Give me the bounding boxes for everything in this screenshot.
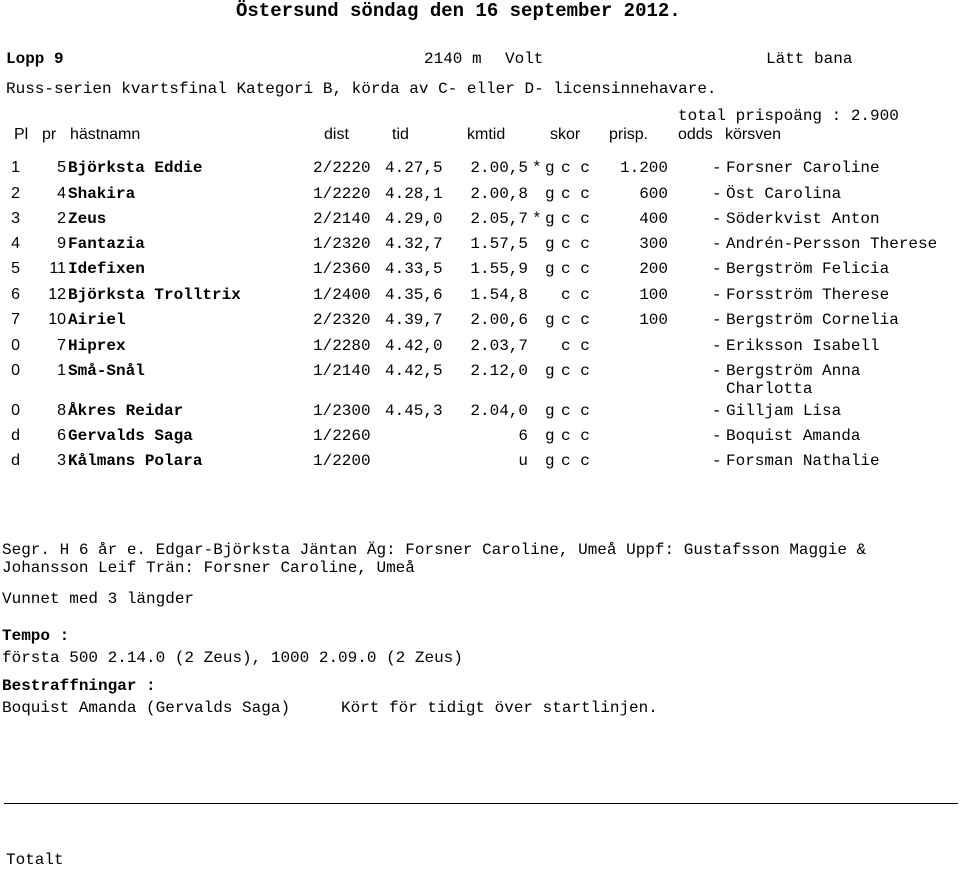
cell-horse-name: Björksta Trolltrix [68, 286, 241, 304]
table-row [0, 210, 960, 234]
cell-horse-name: Små-Snål [68, 362, 145, 380]
col-header-pr: pr [42, 126, 57, 143]
race-description: Russ-serien kvartsfinal Kategori B, körda av C- eller D- licensinnehavare. [6, 80, 717, 98]
table-row [0, 260, 960, 284]
cell-dist: 2/2220 [313, 159, 371, 177]
cell-tid: 4.33,5 [385, 260, 443, 278]
cell-dash: - [712, 402, 722, 420]
cell-dash: - [712, 210, 722, 228]
table-row [0, 185, 960, 209]
cell-horse-name: Kålmans Polara [68, 452, 203, 470]
cell-pl: 6 [11, 286, 20, 303]
col-header-driver: körsven [725, 126, 782, 143]
cell-pl: 3 [11, 210, 20, 227]
cell-kmtid: 6 [518, 427, 528, 445]
table-row [0, 427, 960, 451]
cell-shoes: c c [561, 286, 590, 304]
cell-pl: 0 [11, 362, 20, 379]
cell-horse-name: Gervalds Saga [68, 427, 193, 445]
cell-kmtid: 2.03,7 [470, 337, 528, 355]
col-header-skor: skor [550, 126, 581, 143]
cell-shoes: c c [561, 210, 590, 228]
cell-pr: 8 [57, 402, 66, 419]
cell-pl: 5 [11, 260, 20, 277]
cell-prize: 400 [639, 210, 668, 228]
cell-gait: g [545, 311, 555, 329]
cell-kmtid: 2.04,0 [470, 402, 528, 420]
cell-dist: 1/2300 [313, 402, 371, 420]
table-row [0, 362, 960, 398]
table-row [0, 337, 960, 361]
cell-pr: 12 [48, 286, 66, 303]
cell-horse-name: Idefixen [68, 260, 145, 278]
cell-dash: - [712, 260, 722, 278]
cell-kmtid: 2.00,6 [470, 311, 528, 329]
cell-gait: g [545, 235, 555, 253]
cell-pr: 11 [49, 260, 66, 277]
cell-kmtid: u [518, 452, 528, 470]
cell-gait: g [545, 185, 555, 203]
cell-dash: - [712, 235, 722, 253]
table-row [0, 402, 960, 426]
cell-shoes: c c [561, 452, 590, 470]
cell-dist: 1/2360 [313, 260, 371, 278]
table-row [0, 235, 960, 259]
cell-driver: Forsman Nathalie [726, 452, 880, 470]
cell-driver: Bergström Cornelia [726, 311, 899, 329]
total-prize-points: total prispoäng : 2.900 [678, 107, 899, 125]
cell-pr: 2 [57, 210, 66, 227]
divider-line [4, 803, 958, 804]
tempo-text: första 500 2.14.0 (2 Zeus), 1000 2.09.0 (2 Zeus) [2, 649, 463, 667]
cell-mark: * [532, 159, 542, 177]
cell-pl: 0 [11, 402, 20, 419]
cell-driver: Forsström Therese [726, 286, 890, 304]
cell-pr: 7 [57, 337, 66, 354]
cell-driver: Andrén-Persson Therese [726, 235, 938, 253]
winner-info-line1: Segr. H 6 år e. Edgar-Björksta Jäntan Äg: Forsner Caroline, Umeå Uppf: Gustafsson Maggie & [2, 541, 867, 559]
race-start-type: Volt [505, 50, 544, 68]
penalty-driver: Boquist Amanda (Gervalds Saga) [2, 699, 291, 717]
cell-horse-name: Fantazia [68, 235, 145, 253]
winner-info-line2: Johansson Leif Trän: Forsner Caroline, Umeå [2, 559, 415, 577]
cell-kmtid: 1.54,8 [470, 286, 528, 304]
cell-driver: Forsner Caroline [726, 159, 880, 177]
cell-kmtid: 2.00,5 [470, 159, 528, 177]
cell-dist: 2/2140 [313, 210, 371, 228]
col-header-dist: dist [324, 126, 349, 143]
cell-gait: g [545, 260, 555, 278]
col-header-horse: hästnamn [70, 126, 141, 143]
cell-driver: Bergström Anna [726, 362, 861, 380]
table-row [0, 452, 960, 476]
cell-mark: * [532, 210, 542, 228]
cell-driver: Gilljam Lisa [726, 402, 842, 420]
cell-gait: g [545, 402, 555, 420]
cell-dash: - [712, 286, 722, 304]
cell-shoes: c c [561, 427, 590, 445]
cell-pl: 4 [11, 235, 20, 252]
table-row [0, 159, 960, 183]
cell-dist: 1/2400 [313, 286, 371, 304]
cell-prize: 100 [639, 286, 668, 304]
cell-tid: 4.29,0 [385, 210, 443, 228]
race-number: Lopp 9 [6, 50, 64, 68]
cell-pr: 5 [57, 159, 66, 176]
cell-pl: 2 [11, 185, 20, 202]
cell-gait: g [545, 210, 555, 228]
col-header-kmtid: kmtid [467, 126, 506, 143]
cell-shoes: c c [561, 311, 590, 329]
col-header-pl: Pl [14, 126, 29, 143]
cell-pr: 9 [57, 235, 66, 252]
cell-shoes: c c [561, 235, 590, 253]
tempo-label: Tempo : [2, 627, 70, 645]
cell-dist: 1/2260 [313, 427, 371, 445]
cell-dist: 1/2200 [313, 452, 371, 470]
cell-dist: 1/2140 [313, 362, 371, 380]
cell-horse-name: Björksta Eddie [68, 159, 203, 177]
cell-gait: g [545, 452, 555, 470]
cell-shoes: c c [561, 159, 590, 177]
cell-driver: Boquist Amanda [726, 427, 861, 445]
col-header-odds: odds [678, 126, 713, 143]
cell-shoes: c c [561, 260, 590, 278]
page-title: Östersund söndag den 16 september 2012. [236, 0, 681, 22]
total-label: Totalt [6, 851, 64, 869]
cell-prize: 600 [639, 185, 668, 203]
cell-pl: 1 [11, 159, 20, 176]
cell-pl: 0 [11, 337, 20, 354]
cell-tid: 4.27,5 [385, 159, 443, 177]
col-header-tid: tid [392, 126, 409, 143]
cell-driver-line2: Charlotta [726, 380, 813, 398]
race-distance: 2140 m [424, 50, 482, 68]
cell-pr: 1 [57, 362, 66, 379]
cell-dash: - [712, 337, 722, 355]
cell-pr: 3 [57, 452, 66, 469]
cell-tid: 4.42,5 [385, 362, 443, 380]
cell-horse-name: Airiel [68, 311, 126, 329]
cell-kmtid: 2.00,8 [470, 185, 528, 203]
cell-dist: 1/2320 [313, 235, 371, 253]
cell-dist: 2/2320 [313, 311, 371, 329]
cell-dash: - [712, 185, 722, 203]
cell-driver: Söderkvist Anton [726, 210, 880, 228]
cell-kmtid: 2.05,7 [470, 210, 528, 228]
table-row [0, 311, 960, 335]
cell-kmtid: 1.55,9 [470, 260, 528, 278]
penalties-label: Bestraffningar : [2, 677, 156, 695]
col-header-prisp: prisp. [609, 126, 649, 143]
cell-pr: 10 [48, 311, 66, 328]
cell-kmtid: 2.12,0 [470, 362, 528, 380]
cell-horse-name: Åkres Reidar [68, 402, 184, 420]
cell-dash: - [712, 427, 722, 445]
cell-tid: 4.42,0 [385, 337, 443, 355]
cell-shoes: c c [561, 362, 590, 380]
cell-pr: 6 [57, 427, 66, 444]
cell-dist: 1/2280 [313, 337, 371, 355]
cell-shoes: c c [561, 402, 590, 420]
cell-gait: g [545, 427, 555, 445]
cell-dash: - [712, 159, 722, 177]
cell-prize: 100 [639, 311, 668, 329]
cell-shoes: c c [561, 185, 590, 203]
cell-kmtid: 1.57,5 [470, 235, 528, 253]
cell-prize: 200 [639, 260, 668, 278]
winning-margin: Vunnet med 3 längder [2, 590, 195, 608]
cell-tid: 4.32,7 [385, 235, 443, 253]
cell-pl: d [11, 427, 20, 444]
cell-tid: 4.28,1 [385, 185, 443, 203]
cell-tid: 4.39,7 [385, 311, 443, 329]
table-row [0, 286, 960, 310]
cell-dash: - [712, 452, 722, 470]
cell-prize: 1.200 [619, 159, 668, 177]
cell-dash: - [712, 362, 722, 380]
cell-dist: 1/2220 [313, 185, 371, 203]
cell-tid: 4.45,3 [385, 402, 443, 420]
cell-driver: Öst Carolina [726, 185, 842, 203]
cell-horse-name: Hiprex [68, 337, 126, 355]
cell-gait: g [545, 159, 555, 177]
cell-pl: d [11, 452, 20, 469]
cell-horse-name: Zeus [68, 210, 107, 228]
cell-tid: 4.35,6 [385, 286, 443, 304]
cell-pl: 7 [11, 311, 20, 328]
cell-gait: g [545, 362, 555, 380]
cell-dash: - [712, 311, 722, 329]
cell-prize: 300 [639, 235, 668, 253]
cell-horse-name: Shakira [68, 185, 136, 203]
cell-driver: Eriksson Isabell [726, 337, 880, 355]
cell-driver: Bergström Felicia [726, 260, 890, 278]
cell-shoes: c c [561, 337, 590, 355]
cell-pr: 4 [57, 185, 66, 202]
track-condition: Lätt bana [766, 50, 853, 68]
penalty-reason: Kört för tidigt över startlinjen. [341, 699, 658, 717]
